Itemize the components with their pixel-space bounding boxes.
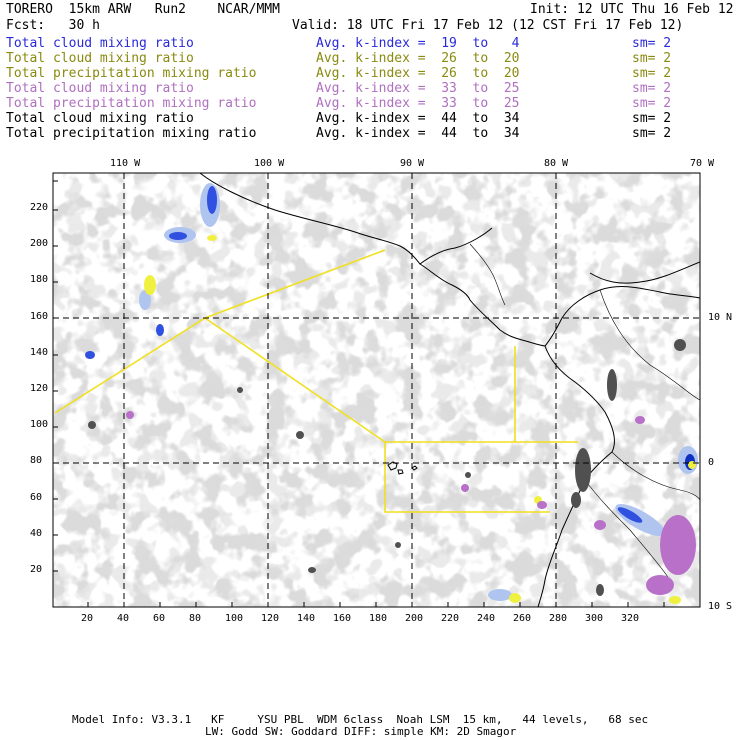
field-smoothing: sm= 2 xyxy=(632,51,672,66)
y-tick-label: 180 xyxy=(30,274,49,286)
model-info-line2: LW: Godd SW: Goddard DIFF: simple KM: 2D Smagor xyxy=(205,725,517,738)
lat-label-10s: 10 S xyxy=(708,601,733,612)
field-row xyxy=(6,51,736,66)
lon-label-110w: 110 W xyxy=(110,158,141,169)
field-kindex: Avg. k-index = 44 to 34 xyxy=(316,111,520,126)
field-kindex: Avg. k-index = 19 to 4 xyxy=(316,36,520,51)
y-tick-label: 40 xyxy=(30,527,43,539)
x-tick-label: 100 xyxy=(225,613,244,624)
field-kindex: Avg. k-index = 26 to 20 xyxy=(316,51,520,66)
field-name: Total cloud mixing ratio xyxy=(6,81,194,96)
field-name: Total cloud mixing ratio xyxy=(6,36,194,51)
field-row xyxy=(6,36,736,51)
x-tick-label: 180 xyxy=(369,613,388,624)
x-tick-label: 140 xyxy=(297,613,316,624)
x-tick-label: 260 xyxy=(513,613,532,624)
y-tick-label: 220 xyxy=(30,202,49,213)
model-info-line1: Model Info: V3.3.1 KF YSU PBL WDM 6class Noah LSM 15 km, 44 levels, 68 sec xyxy=(72,713,649,726)
x-tick-label: 60 xyxy=(153,613,166,624)
field-name: Total precipitation mixing ratio xyxy=(6,96,257,111)
field-name: Total cloud mixing ratio xyxy=(6,111,194,126)
field-smoothing: sm= 2 xyxy=(632,81,672,96)
field-smoothing: sm= 2 xyxy=(632,111,672,126)
x-tick-label: 300 xyxy=(585,613,604,624)
field-smoothing: sm= 2 xyxy=(632,96,672,111)
y-tick-label: 80 xyxy=(30,455,43,467)
field-row xyxy=(6,66,736,81)
forecast-hour: Fcst: 30 h xyxy=(6,18,100,33)
x-tick-label: 200 xyxy=(405,613,424,624)
field-row xyxy=(6,81,736,96)
field-name: Total precipitation mixing ratio xyxy=(6,126,257,141)
x-tick-label: 40 xyxy=(117,613,130,624)
field-name: Total cloud mixing ratio xyxy=(6,51,194,66)
x-tick-label: 120 xyxy=(261,613,280,624)
y-tick-label: 60 xyxy=(30,491,43,503)
y-tick-label: 200 xyxy=(30,238,49,250)
lon-label-90w: 90 W xyxy=(400,158,425,169)
x-tick-label: 80 xyxy=(189,613,202,624)
y-tick-label: 160 xyxy=(30,310,49,322)
init-time: Init: 12 UTC Thu 16 Feb 12 xyxy=(530,2,734,17)
y-tick-label: 140 xyxy=(30,346,49,358)
lon-label-80w: 80 W xyxy=(544,158,569,169)
x-tick-label: 320 xyxy=(621,613,640,624)
field-row xyxy=(6,126,736,141)
valid-time: Valid: 18 UTC Fri 17 Feb 12 (12 CST Fri 17 Feb 12) xyxy=(292,18,684,33)
lat-label-0: 0 xyxy=(708,457,715,468)
field-smoothing: sm= 2 xyxy=(632,66,672,81)
field-kindex: Avg. k-index = 33 to 25 xyxy=(316,96,520,111)
field-row xyxy=(6,96,736,111)
x-tick-label: 280 xyxy=(549,613,568,624)
model-run-title: TORERO 15km ARW Run2 NCAR/MMM xyxy=(6,2,280,17)
y-tick-label: 100 xyxy=(30,419,49,431)
lat-label-10n: 10 N xyxy=(708,312,733,323)
field-name: Total precipitation mixing ratio xyxy=(6,66,257,81)
lon-label-100w: 100 W xyxy=(254,158,285,169)
field-kindex: Avg. k-index = 44 to 34 xyxy=(316,126,520,141)
x-tick-label: 220 xyxy=(441,613,460,624)
field-smoothing: sm= 2 xyxy=(632,36,672,51)
x-tick-label: 240 xyxy=(477,613,496,624)
y-tick-label: 20 xyxy=(30,564,43,575)
y-tick-label: 120 xyxy=(30,383,49,394)
x-tick-label: 160 xyxy=(333,613,352,624)
lon-label-70w: 70 W xyxy=(690,158,715,169)
field-smoothing: sm= 2 xyxy=(632,126,672,141)
field-kindex: Avg. k-index = 33 to 25 xyxy=(316,81,520,96)
x-tick-label: 20 xyxy=(81,613,94,624)
field-row xyxy=(6,111,736,126)
field-kindex: Avg. k-index = 26 to 20 xyxy=(316,66,520,81)
